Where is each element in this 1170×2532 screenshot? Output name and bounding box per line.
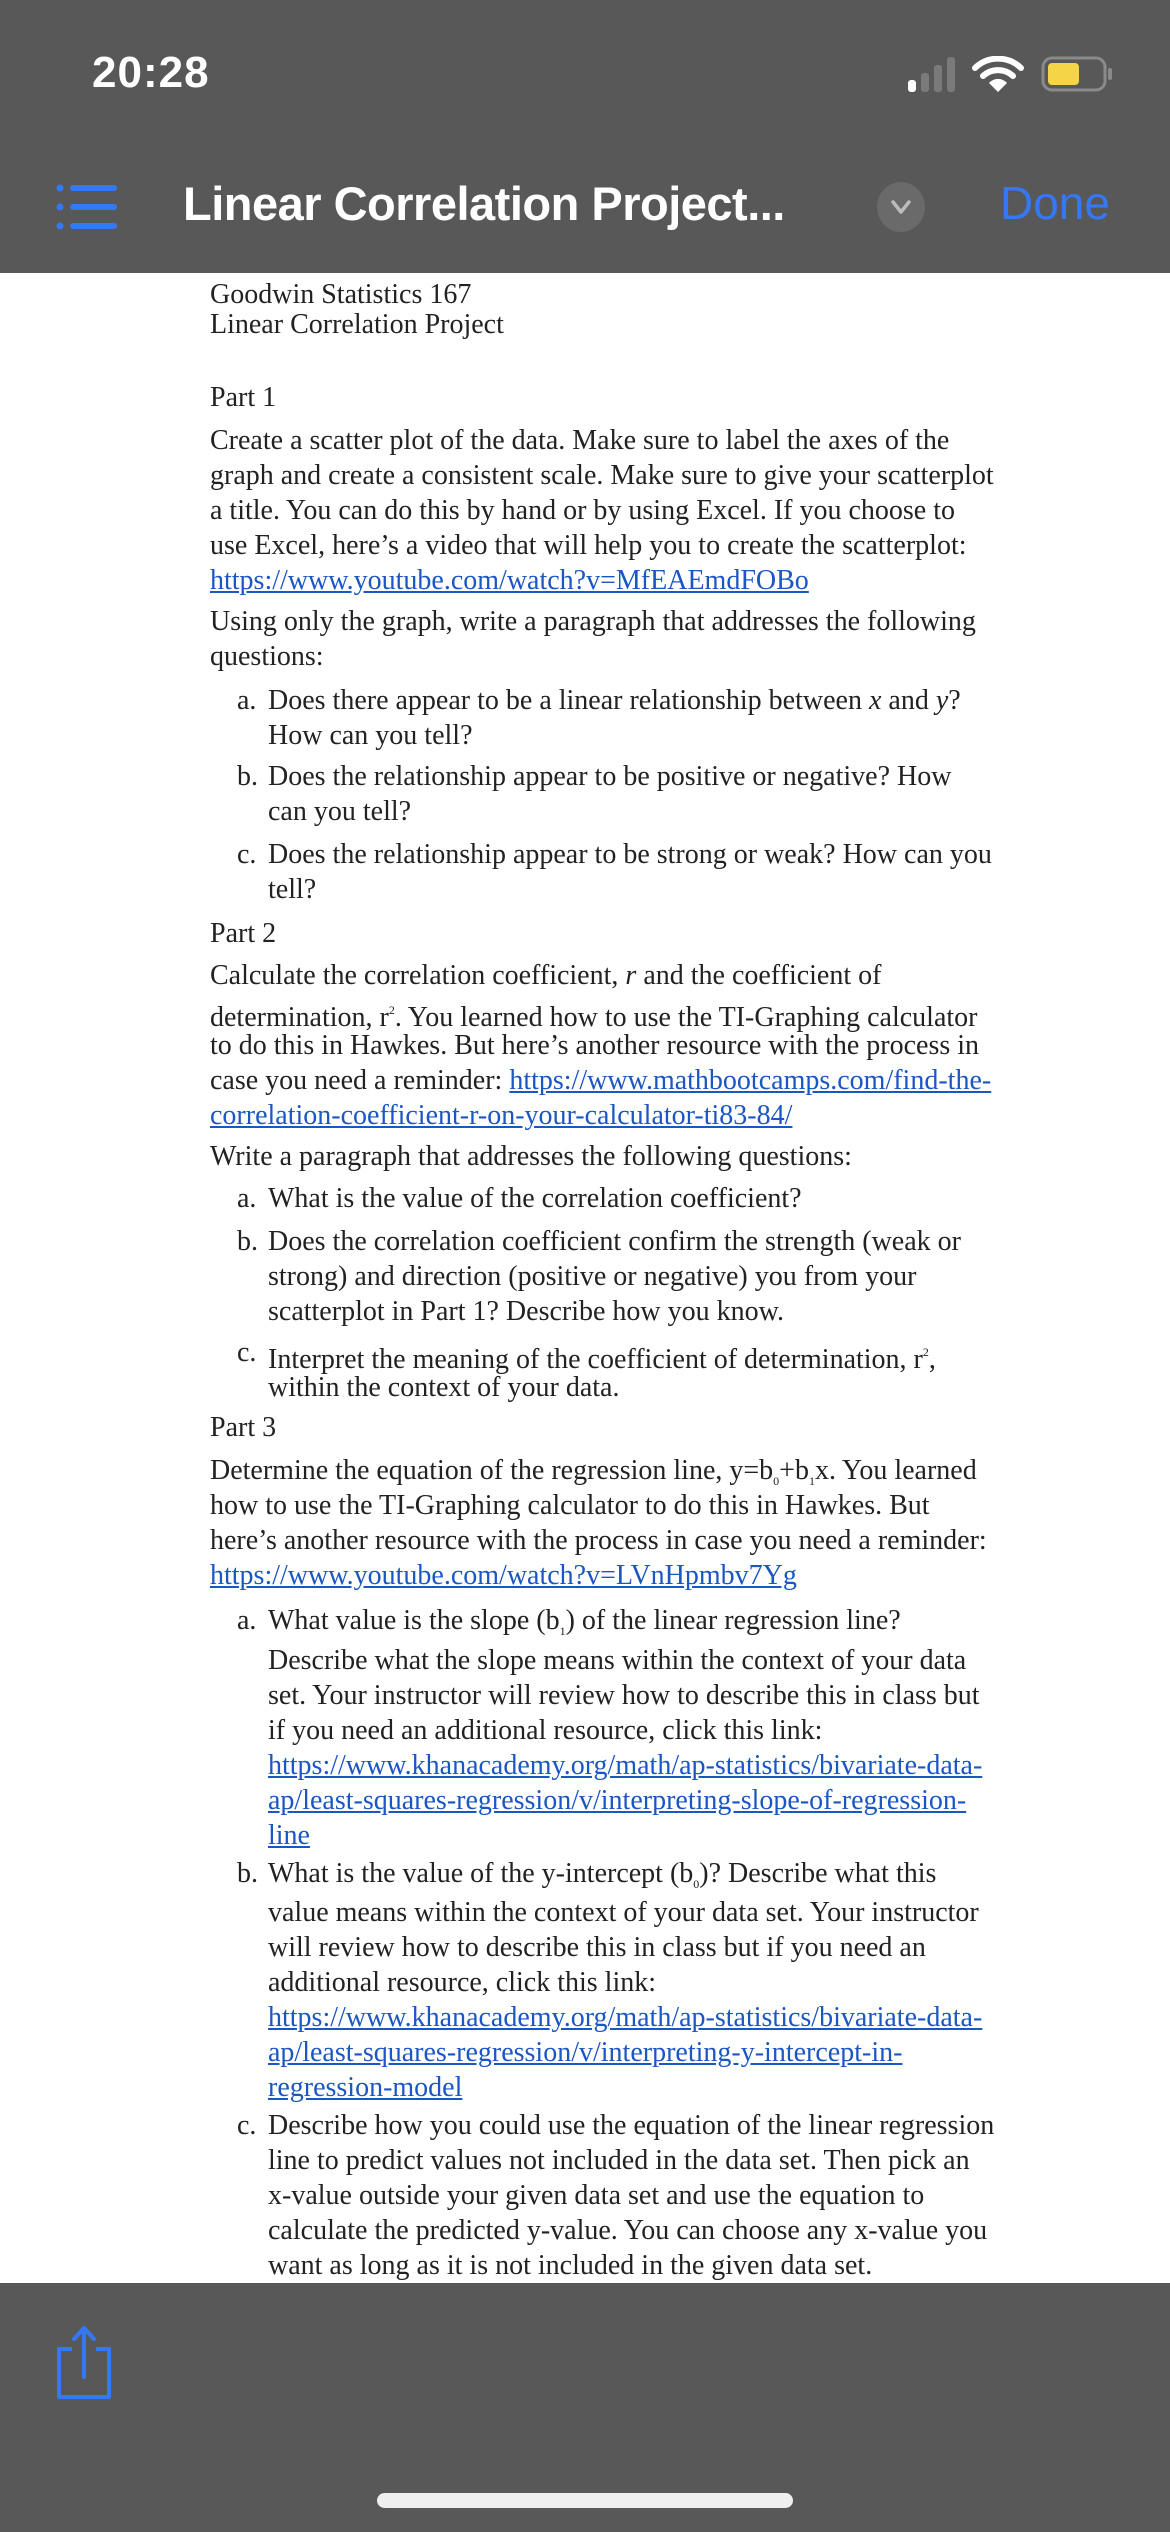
- part2-b-line: [268, 1294, 784, 1329]
- text-run: 2: [922, 1345, 929, 1359]
- part2-c-line: [268, 1370, 619, 1405]
- text-run: determination, r: [210, 1002, 389, 1033]
- part1-c-line: [268, 872, 316, 907]
- hyperlink[interactable]: line: [268, 1820, 310, 1851]
- part2-intro-line: [210, 1063, 991, 1098]
- hyperlink[interactable]: https://www.khanacademy.org/math/ap-statistics/bivariate-data-: [268, 1750, 983, 1781]
- part1-b-line: [268, 794, 411, 829]
- text-run: 1: [808, 1474, 815, 1488]
- text-run: x-value outside your given data set and use the equation to: [268, 2180, 925, 2211]
- top-bar: [0, 0, 1170, 273]
- part3-a-line: [268, 1678, 980, 1713]
- part1-using-line: [210, 639, 324, 674]
- text-run: Determine the equation of the regression line, y=b: [210, 1455, 774, 1486]
- text-run: Using only the graph, write a paragraph that addresses the following: [210, 606, 976, 637]
- text-run: How can you tell?: [268, 720, 473, 751]
- text-run: set. Your instructor will review how to describe this in class but: [268, 1680, 980, 1711]
- text-run: Describe what the slope means within the context of your data: [268, 1645, 967, 1676]
- text-run: x: [868, 685, 882, 716]
- document-page: [0, 273, 1170, 2283]
- part2-intro-line: [210, 1098, 792, 1133]
- part3-a-line: [268, 1603, 901, 1638]
- text-run: to do this in Hawkes. But here’s another resource with the process in: [210, 1030, 980, 1061]
- text-run: and: [881, 685, 936, 716]
- hyperlink[interactable]: https://www.youtube.com/watch?v=MfEAEmdFOBo: [210, 565, 809, 596]
- text-run: Linear Correlation Project: [210, 309, 504, 340]
- hyperlink[interactable]: https://www.youtube.com/watch?v=LVnHpmbv7Yg: [210, 1560, 797, 1591]
- part2-heading-line: [210, 916, 276, 951]
- list-item-label: a.: [237, 1605, 257, 1636]
- part1-using-line: [210, 604, 976, 639]
- text-run: use Excel, here’s a video that will help you to create the scatterplot:: [210, 530, 967, 561]
- part3-a-line: [268, 1818, 310, 1853]
- text-run: Goodwin Statistics 167: [210, 279, 472, 310]
- part1-heading-line: [210, 380, 276, 415]
- part1-intro-line: [210, 458, 994, 493]
- list-item-label: a.: [237, 685, 257, 716]
- done-button[interactable]: Done: [1000, 177, 1110, 229]
- text-run: questions:: [210, 641, 324, 672]
- text-run: +b: [779, 1455, 809, 1486]
- title-menu-button[interactable]: [877, 182, 925, 232]
- text-run: will review how to describe this in class but if you need an: [268, 1932, 926, 1963]
- document-title[interactable]: Linear Correlation Project...: [183, 177, 785, 230]
- part3-c-line: [268, 2108, 994, 2143]
- part3-b-line: [268, 2070, 462, 2105]
- part3-b-line: [268, 2035, 902, 2070]
- header-title-line: [210, 307, 504, 342]
- chevron-down-icon: [877, 182, 925, 232]
- part2-b-line: [268, 1259, 917, 1294]
- part3-c-line: [268, 2178, 924, 2213]
- part1-c-line: [268, 837, 992, 872]
- text-run: ?: [948, 685, 961, 716]
- hyperlink[interactable]: ap/least-squares-regression/v/interpreting-slope-of-regression-: [268, 1785, 967, 1816]
- part3-b-line: [268, 1930, 926, 1965]
- text-run: Does the correlation coefficient confirm the strength (weak or: [268, 1226, 961, 1257]
- text-run: additional resource, click this link:: [268, 1967, 657, 1998]
- text-run: What is the value of the correlation coefficient?: [268, 1183, 802, 1214]
- text-run: ,: [928, 1344, 936, 1375]
- list-item-label: c.: [237, 1337, 257, 1368]
- text-run: )? Describe what this: [699, 1858, 937, 1889]
- part3-heading-line: [210, 1410, 276, 1445]
- text-run: value means within the context of your data set. Your instructor: [268, 1897, 979, 1928]
- part3-b-line: [268, 1965, 656, 2000]
- text-run: within the context of your data.: [268, 1372, 620, 1403]
- part3-b-line: [268, 1895, 979, 1930]
- share-icon[interactable]: [54, 2325, 114, 2401]
- text-run: Does there appear to be a linear relationship between: [268, 685, 869, 716]
- hyperlink[interactable]: ap/least-squares-regression/v/interpreting-y-intercept-in-: [268, 2037, 903, 2068]
- text-run: Create a scatter plot of the data. Make sure to label the axes of the: [210, 425, 950, 456]
- part1-intro-line: [210, 563, 809, 598]
- text-run: Calculate the correlation coefficient,: [210, 960, 626, 991]
- part1-intro-line: [210, 423, 949, 458]
- part3-b-line: [268, 1856, 936, 1891]
- list-item-label: b.: [237, 1226, 258, 1257]
- text-run: Describe how you could use the equation of the linear regression: [268, 2110, 995, 2141]
- wifi-icon: [972, 56, 1024, 92]
- text-run: ) of the linear regression line?: [565, 1605, 901, 1636]
- text-run: here’s another resource with the process in case you need a reminder:: [210, 1525, 987, 1556]
- hyperlink[interactable]: regression-model: [268, 2072, 463, 2103]
- text-run: if you need an additional resource, click this link:: [268, 1715, 823, 1746]
- signal-icon: [906, 56, 960, 92]
- text-run: 2: [388, 1003, 395, 1017]
- part1-a-line: [268, 718, 473, 753]
- text-run: how to use the TI-Graphing calculator to do this in Hawkes. But: [210, 1490, 930, 1521]
- text-run: Part 3: [210, 1412, 277, 1443]
- hyperlink[interactable]: https://www.khanacademy.org/math/ap-statistics/bivariate-data-: [268, 2002, 983, 2033]
- part3-a-line: [268, 1748, 982, 1783]
- part2-intro-line: [210, 958, 881, 993]
- part3-a-line: [268, 1713, 822, 1748]
- outline-list-icon[interactable]: [55, 183, 121, 231]
- hyperlink[interactable]: https://www.mathbootcamps.com/find-the-: [509, 1065, 992, 1096]
- part3-a-line: [268, 1783, 966, 1818]
- part3-a-line: [268, 1643, 966, 1678]
- text-run: 0: [693, 1877, 700, 1891]
- text-run: 1: [559, 1624, 566, 1638]
- part3-intro-line: [210, 1453, 977, 1488]
- text-run: . You learned how to use the TI-Graphing calculator: [394, 1002, 978, 1033]
- part2-write-line: [210, 1139, 852, 1174]
- hyperlink[interactable]: correlation-coefficient-r-on-your-calculator-ti83-84/: [210, 1100, 793, 1131]
- text-run: a title. You can do this by hand or by using Excel. If you choose to: [210, 495, 956, 526]
- text-run: want as long as it is not included in the given data set.: [268, 2250, 873, 2281]
- part1-intro-line: [210, 528, 967, 563]
- text-run: can you tell?: [268, 796, 412, 827]
- text-run: case you need a reminder:: [210, 1065, 510, 1096]
- battery-icon: [1041, 56, 1115, 92]
- part3-intro-line: [210, 1488, 930, 1523]
- list-item-label: c.: [237, 2110, 257, 2141]
- text-run: Does the relationship appear to be strong or weak? How can you: [268, 839, 992, 870]
- part3-intro-line: [210, 1558, 797, 1593]
- text-run: 0: [773, 1474, 780, 1488]
- list-item-label: c.: [237, 839, 257, 870]
- text-run: tell?: [268, 874, 317, 905]
- text-run: line to predict values not included in the data set. Then pick an: [268, 2145, 970, 2176]
- text-run: calculate the predicted y-value. You can choose any x-value you: [268, 2215, 988, 2246]
- part3-b-line: [268, 2000, 982, 2035]
- part3-c-line: [268, 2213, 987, 2248]
- text-run: y: [935, 685, 949, 716]
- part2-intro-line: [210, 1028, 979, 1063]
- text-run: Part 1: [210, 382, 277, 413]
- text-run: Interpret the meaning of the coefficient of determination, r: [268, 1344, 923, 1375]
- text-run: x. You learned: [814, 1455, 977, 1486]
- text-run: What value is the slope (b: [268, 1605, 560, 1636]
- part2-intro-line: [210, 993, 978, 1033]
- text-run: Does the relationship appear to be positive or negative? How: [268, 761, 952, 792]
- part2-a-line: [268, 1181, 802, 1216]
- text-run: and the coefficient of: [636, 960, 882, 991]
- text-run: r: [625, 960, 637, 991]
- text-run: strong) and direction (positive or negative) you from your: [268, 1261, 917, 1292]
- text-run: Write a paragraph that addresses the following questions:: [210, 1141, 852, 1172]
- part1-b-line: [268, 759, 951, 794]
- part3-intro-line: [210, 1523, 987, 1558]
- text-run: What is the value of the y-intercept (b: [268, 1858, 694, 1889]
- part2-b-line: [268, 1224, 961, 1259]
- text-run: Part 2: [210, 918, 277, 949]
- part3-c-line: [268, 2248, 872, 2283]
- part1-intro-line: [210, 493, 955, 528]
- part2-c-line: [268, 1335, 936, 1375]
- part3-c-line: [268, 2143, 970, 2178]
- list-item-label: a.: [237, 1183, 257, 1214]
- text-run: graph and create a consistent scale. Make sure to give your scatterplot: [210, 460, 994, 491]
- text-run: scatterplot in Part 1? Describe how you know.: [268, 1296, 785, 1327]
- list-item-label: b.: [237, 1858, 258, 1889]
- status-time: 20:28: [92, 48, 210, 97]
- list-item-label: b.: [237, 761, 258, 792]
- home-indicator[interactable]: [377, 2493, 793, 2508]
- part1-a-line: [268, 683, 961, 718]
